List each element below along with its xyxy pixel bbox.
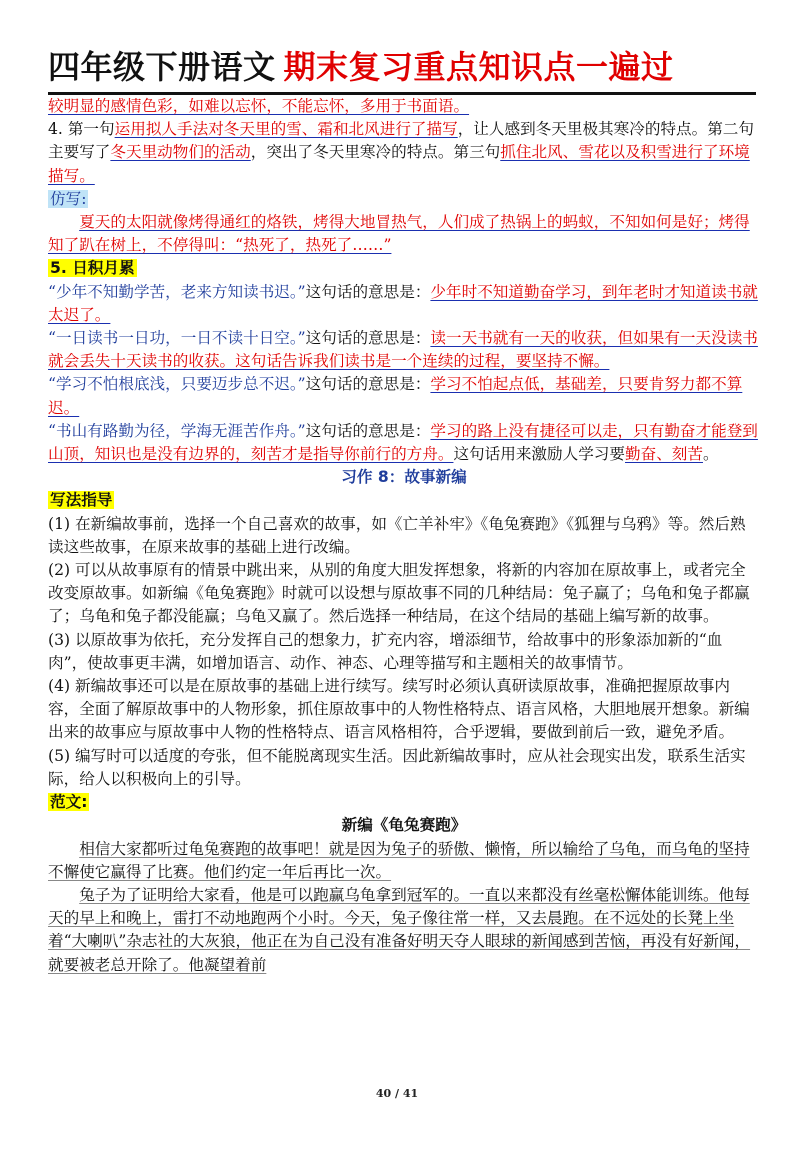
essay-paragraph bbox=[48, 884, 760, 977]
proverb-connector: 这句话的意思是： bbox=[305, 329, 431, 348]
guide-item: (4) 新编故事还可以是在原故事的基础上进行续写。续写时必须认真研读原故事，准确把握原故事内容，全面了解原故事中的人物形象，抓住原故事中的人物性格特点、语言风格，大胆地展开想象。新编出来的故事应与原故事中人物的性格特点、语言风格相符，合乎逻辑，要做到前后一致，避免矛盾。 bbox=[48, 677, 750, 742]
top-fragment-text: 较明显的感情色彩，如难以忘怀，不能忘怀，多用于书面语。 bbox=[48, 97, 470, 115]
proverb-quote: “书山有路勤为径，学海无涯苦作舟。” bbox=[48, 421, 306, 440]
item4-red2: 冬天里动物们的活动 bbox=[110, 143, 251, 162]
guide-item: (1) 在新编故事前，选择一个自己喜欢的故事，如《亡羊补牢》《龟兔赛跑》《狐狸与乌鸦》等。然后熟读这些故事，在原来故事的基础上进行改编。 bbox=[48, 514, 746, 556]
composition-title: 习作 8：故事新编 bbox=[341, 468, 467, 487]
section5-label: 5. 日积月累 bbox=[50, 259, 135, 278]
guide-item: (3) 以原故事为依托，充分发挥自己的想象力，扩充内容，增添细节，给故事中的形象添加新的“血肉”，使故事更丰满，如增加语言、动作、神态、心理等描写和主题相关的故事情节。 bbox=[48, 630, 723, 672]
proverb-quote: “少年不知勤学苦，老来方知读书迟。” bbox=[48, 282, 306, 301]
guide-label: 写法指导 bbox=[50, 491, 113, 510]
proverb-tail-end: 。 bbox=[702, 445, 719, 464]
item4-prefix: 4. 第一句 bbox=[48, 120, 115, 139]
guide-item: (2) 可以从故事原有的情景中跳出来，从别的角度大胆发挥想象，将新的内容加在原故事上，或者完全改变原故事。如新编《龟兔赛跑》时就可以设想与原故事不同的几种结局：兔子赢了；乌龟和兔子都赢了；乌龟和兔子都没能赢；乌龟又赢了。然后选择一种结局，在这个结局的基础上编写新的故事。 bbox=[48, 561, 750, 626]
proverb-quote: “一日读书一日功，一日不读十日空。” bbox=[48, 329, 306, 348]
essay-paragraph-text: 相信大家都听过龟兔赛跑的故事吧！就是因为兔子的骄傲、懒惰，所以输给了乌龟，而乌龟的坚持不懈使它赢得了比赛。他们约定一年后再比一次。 bbox=[48, 839, 750, 881]
title-right: 期末复习重点知识点一遍过 bbox=[283, 48, 674, 86]
item4-mid2: ，突出了冬天里寒冷的特点。第三句 bbox=[250, 143, 501, 162]
guide-item: (5) 编写时可以适度的夸张，但不能脱离现实生活。因此新编故事时，应从社会现实出发，联系生活实际，给人以积极向上的引导。 bbox=[48, 746, 746, 788]
section5-label-row bbox=[48, 257, 760, 280]
item4-red3: 抓住北风、雪花以及积雪进行了环境描写。 bbox=[48, 143, 750, 185]
proverb-connector: 这句话的意思是： bbox=[305, 282, 431, 301]
proverb-meaning: 学习的路上没有捷径可以走，只有勤奋才能登到山顶，知识也是没有边界的，刻苦才是指导你前行的方舟。 bbox=[48, 421, 758, 464]
imitation-text-content: 夏天的太阳就像烤得通红的烙铁，烤得大地冒热气，人们成了热锅上的蚂蚁，不知如何是好；烤得知了趴在树上，不停得叫：“热死了，热死了……” bbox=[48, 213, 750, 255]
proverb-quote: “学习不怕根底浅，只要迈步总不迟。” bbox=[48, 375, 306, 394]
proverb-tail: 这句话用来激励人学习要 bbox=[453, 445, 625, 464]
proverb-meaning: 读一天书就有一天的收获，但如果有一天没读书就会丢失十天读书的收获。这句话告诉我们读书是一个连续的过程，要坚持不懈。 bbox=[48, 329, 758, 371]
sample-label: 范文: bbox=[50, 793, 88, 812]
essay-paragraph bbox=[48, 838, 760, 884]
imitation-label: 仿写: bbox=[50, 189, 87, 208]
essay-title: 新编《龟兔赛跑》 bbox=[341, 816, 467, 835]
proverb-connector: 这句话的意思是： bbox=[305, 421, 431, 440]
imitation-label-row bbox=[48, 188, 760, 211]
content-body bbox=[48, 95, 760, 977]
proverb-3 bbox=[48, 373, 760, 419]
proverb-1 bbox=[48, 281, 760, 327]
proverb-4 bbox=[48, 420, 760, 466]
item-4 bbox=[48, 118, 760, 188]
page-number: 40 / 41 bbox=[375, 1087, 419, 1100]
proverb-tail-red: 勤奋、刻苦 bbox=[625, 445, 703, 464]
item4-red1: 运用拟人手法对冬天里的雪、霜和北风进行了描写 bbox=[114, 120, 458, 139]
item4-mid1: ，让人感到冬天里极其寒冷的特点。第二句主要写了 bbox=[48, 120, 754, 162]
guide-label-row bbox=[48, 489, 760, 512]
title-left: 四年级下册语文 bbox=[48, 48, 276, 86]
proverb-meaning: 少年时不知道勤奋学习，到年老时才知道读书就太迟了。 bbox=[48, 282, 758, 324]
sample-label-row bbox=[48, 791, 760, 814]
top-fragment bbox=[48, 95, 760, 118]
imitation-text bbox=[48, 211, 760, 257]
page-title bbox=[48, 42, 748, 92]
proverb-2 bbox=[48, 327, 760, 373]
essay-paragraph-text: 兔子为了证明给大家看，他是可以跑赢乌龟拿到冠军的。一直以来都没有丝毫松懈体能训练。他每天的早上和晚上，雷打不动地跑两个小时。今天，兔子像往常一样，又去晨跑。在不远处的长凳上坐着“大喇叭”杂志社的大灰狼，他正在为自己没有准备好明天夺人眼球的新闻感到苦恼，再没有好新闻，就要被老总开除了。他凝望着前 bbox=[48, 885, 751, 974]
proverb-meaning: 学习不怕起点低，基础差，只要肯努力都不算迟。 bbox=[48, 375, 743, 417]
proverb-connector: 这句话的意思是： bbox=[305, 375, 431, 394]
